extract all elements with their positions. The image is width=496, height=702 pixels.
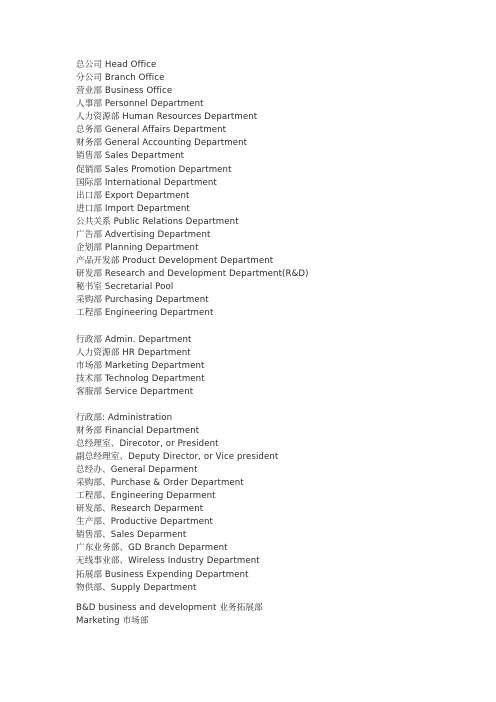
department-entry: 市场部 Marketing Department [76, 360, 205, 371]
department-entry: 总经理室、Direcotor, or President [76, 438, 219, 449]
department-list-3 [76, 412, 486, 595]
department-entry: 人事部 Personnel Department [76, 99, 204, 110]
department-entry: 进口部 Import Department [76, 203, 190, 214]
department-entry: 客服部 Service Department [76, 386, 194, 397]
department-entry: 销售部 Sales Department [76, 151, 185, 162]
department-list-2 [76, 334, 486, 399]
department-entry: 促销部 Sales Promotion Department [76, 164, 232, 175]
department-entry: 行政部 Admin. Department [76, 334, 192, 345]
department-entry: 采购部 Purchasing Department [76, 295, 209, 306]
department-list-1 [76, 59, 486, 320]
department-entry: 财务部 General Accounting Department [76, 138, 248, 149]
department-entry: 物供部、Supply Department [76, 582, 197, 593]
department-entry: 无线事业部、Wireless Industry Department [76, 556, 260, 567]
department-entry: B&D business and development 业务拓展部 [76, 603, 263, 613]
department-entry: 工程部、Engineering Deparment [76, 491, 216, 502]
department-entry: 分公司 Branch Office [76, 73, 165, 84]
department-entry: 工程部 Engineering Department [76, 308, 214, 319]
department-entry: 销售部、Sales Deparment [76, 530, 187, 541]
department-entry: 生产部、Productive Department [76, 517, 213, 528]
department-entry: 广东业务部、GD Branch Deparment [76, 543, 228, 554]
department-entry: 研发部 Research and Development Department(R&D) [76, 269, 309, 279]
department-entry: 拓展部 Business Expending Department [76, 569, 249, 580]
department-entry: 秘书室 Secretarial Pool [76, 282, 174, 293]
department-entry: 采购部、Purchase & Order Department [76, 478, 244, 489]
department-entry: 营业部 Business Office [76, 86, 173, 97]
department-entry: 技术部 Technolog Department [76, 373, 205, 384]
department-entry: 广告部 Advertising Department [76, 229, 211, 240]
department-entry: 研发部、Research Deparment [76, 504, 204, 515]
department-list-4 [76, 602, 486, 628]
department-entry: 人力资源部 HR Department [76, 347, 191, 358]
department-entry: 企划部 Planning Department [76, 242, 199, 253]
department-entry: Marketing 市场部 [76, 616, 149, 627]
department-entry: 公共关系 Public Relations Department [76, 216, 239, 227]
department-entry: 财务部 Financial Department [76, 425, 200, 436]
department-entry: 总务部 General Affairs Department [76, 125, 227, 136]
department-entry: 总经办、General Deparment [76, 465, 198, 476]
department-entry: 产品开发部 Product Development Department [76, 255, 274, 266]
department-entry: 出口部 Export Department [76, 190, 190, 201]
department-entry: 行政部: Administration [76, 412, 173, 423]
department-entry: 副总经理室、Deputy Director, or Vice president [76, 451, 279, 462]
department-entry: 人力资源部 Human Resources Department [76, 112, 258, 123]
department-entry: 国际部 International Department [76, 177, 217, 188]
department-entry: 总公司 Head Office [76, 60, 157, 70]
